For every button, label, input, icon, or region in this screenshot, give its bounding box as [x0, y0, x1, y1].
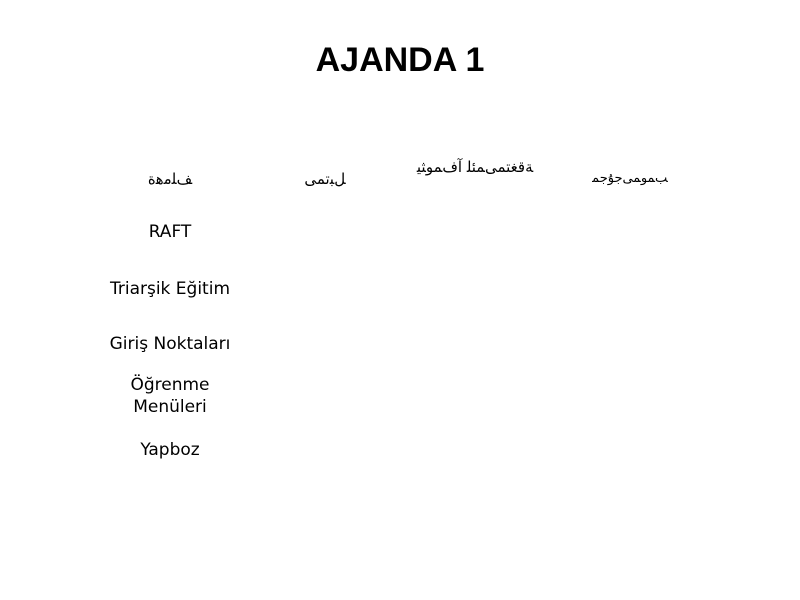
agenda-item-raft: RAFT: [148, 222, 192, 242]
table-header-4: ﺐﻤﻮﻤﯽﺟﯘﺟﻤ: [592, 171, 668, 186]
agenda-item-yapboz: Yapboz: [140, 440, 200, 460]
table-header-2: ﻞﺒﺗﻤﯽ: [304, 170, 346, 188]
agenda-table: [95, 150, 715, 480]
table-header-1: ﻒﻠﻣﻫﺓ: [147, 170, 193, 188]
table-header-3: ﺔﻗﻐﺘﻤﯽﻤﺌﻠ ﺁﻑﻤﻮﺜﯿ: [416, 158, 534, 176]
agenda-item-ogrenme-menuleri: Öğrenme Menüleri: [130, 375, 210, 417]
agenda-item-giris-noktalari: Giriş Noktaları: [109, 334, 231, 354]
agenda-item-triarsik-egitim: Triarşik Eğitim: [109, 279, 231, 299]
slide-title: AJANDA 1: [315, 41, 485, 79]
